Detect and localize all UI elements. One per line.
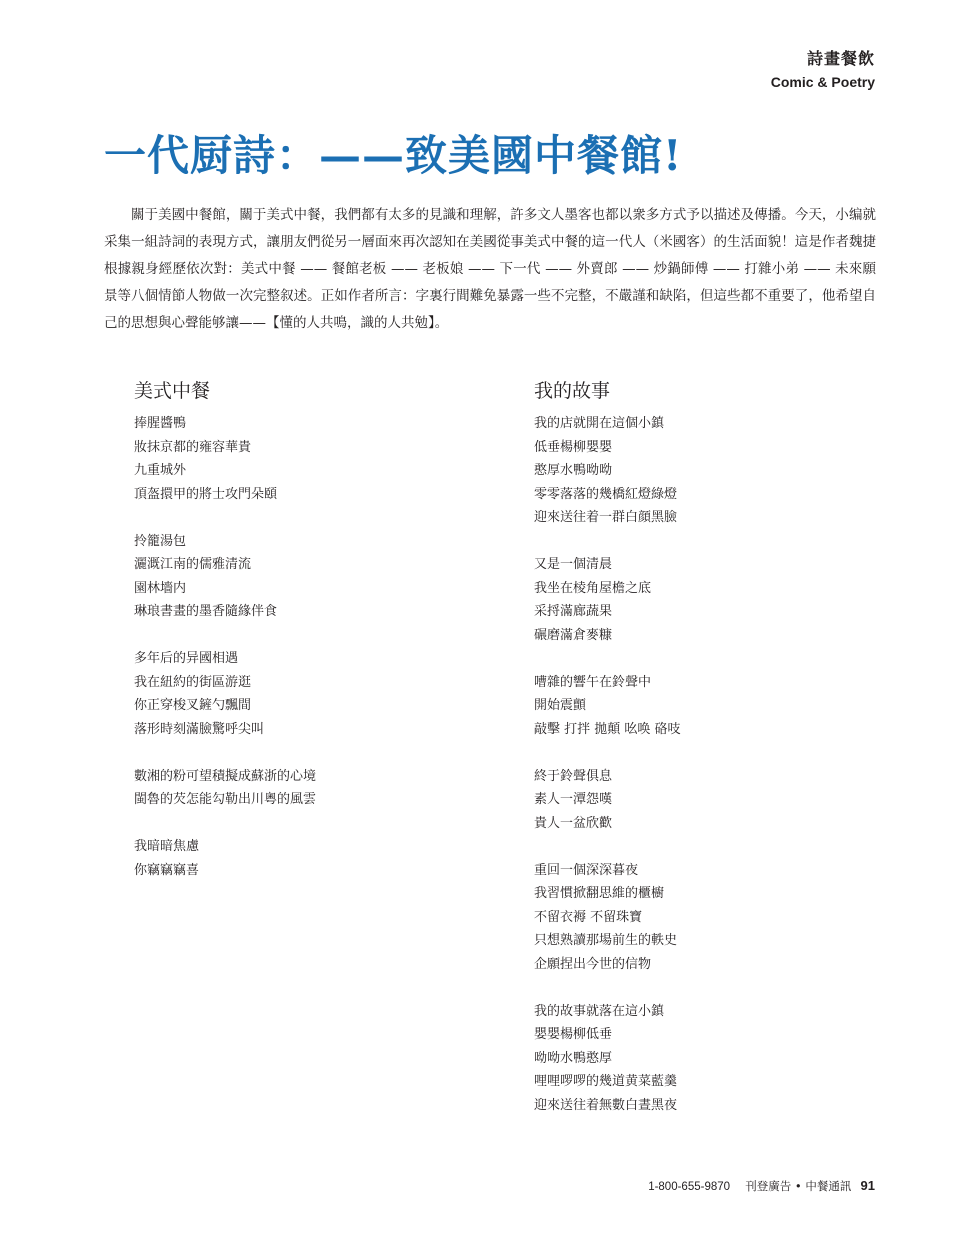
poem-line: 我的故事就落在這小鎮 — [534, 1003, 665, 1019]
poem-line: 又是一個清晨 — [534, 557, 613, 572]
poem-line: 素人一潭怨嘆 — [534, 792, 613, 807]
poem-line: 嬰嬰楊柳低垂 — [534, 1027, 613, 1042]
poem-line: 終于鈴聲俱息 — [534, 768, 613, 784]
poem-line: 迎來送往着無數白晝黑夜 — [534, 1097, 678, 1113]
page-footer — [648, 1176, 875, 1197]
page-number: 91 — [860, 1178, 875, 1193]
article-title: 一代厨詩：——致美國中餐館! — [104, 131, 683, 180]
poem-line: 嘈雜的響午在鈴聲中 — [534, 674, 652, 690]
poem-line: 碾磨滿倉麥糠 — [534, 627, 613, 643]
poem-line: 零零落落的幾橋紅燈綠燈 — [534, 486, 678, 502]
poem-line: 迎來送往着一群白顔黑臉 — [534, 510, 678, 525]
section-title-english: Comic & Poetry — [770, 74, 875, 90]
poem-line: 開始震顫 — [534, 698, 587, 713]
poem-line: 園林墻内 — [134, 580, 187, 596]
poem-stanza — [134, 530, 474, 624]
poem-line: 落形時刻滿臉驚呼尖叫 — [134, 721, 265, 737]
poem-line: 我習慣掀翻思維的櫃櫥 — [534, 886, 665, 901]
poem-line: 閩魯的芡怎能勾勒出川粵的風雲 — [134, 792, 317, 807]
footer-phone: 1-800-655-9870 — [648, 1181, 731, 1193]
poem-title: 美式中餐 — [134, 380, 211, 402]
poem-stanza — [134, 412, 474, 506]
poem-stanza — [534, 671, 874, 742]
poem-line: 采捋滿廊蔬果 — [534, 604, 613, 619]
poem-line: 灑溉江南的儒雅清流 — [134, 557, 252, 572]
poem-line: 多年后的异國相遇 — [134, 651, 239, 666]
poem-line: 頂盔擐甲的將士攻門朵頤 — [134, 486, 278, 502]
poem-line: 貴人一盆欣歡 — [534, 815, 613, 831]
poem-stanza — [134, 647, 474, 741]
poem-stanza — [134, 835, 474, 882]
poem-line: 我在紐約的街區游逛 — [134, 674, 252, 690]
poem-line: 我坐在棱角屋檐之底 — [534, 580, 652, 596]
poem-line: 低垂楊柳嬰嬰 — [534, 439, 613, 455]
poem-stanza — [534, 859, 874, 977]
poem-line: 琳琅書畫的墨香隨緣伴食 — [134, 604, 278, 619]
poem-line: 你正穿梭叉鏟勺飄間 — [134, 698, 252, 713]
poem-line: 我暗暗焦慮 — [134, 839, 200, 854]
poem-line: 不留衣褥 不留珠寶 — [534, 909, 643, 925]
poem-title: 我的故事 — [534, 380, 611, 402]
poem-line: 重回一個深深暮夜 — [534, 862, 639, 878]
section-header — [771, 48, 875, 92]
poem-line: 捧腥醬鴨 — [134, 416, 187, 431]
poem-line: 妝抹京都的雍容華貴 — [134, 439, 252, 455]
poem-line: 企願捏出今世的信物 — [534, 956, 652, 972]
poem-stanza — [534, 1000, 874, 1118]
poem-line: 拎籠湯包 — [134, 533, 187, 549]
poem-line: 只想熟讀那場前生的軼史 — [534, 933, 678, 948]
poem-stanza — [534, 765, 874, 836]
article-intro: 關于美國中餐館，關于美式中餐，我們都有太多的見識和理解，許多文人墨客也都以衆多方式予以描述及傳播。今天，小编就采集一組詩詞的表現方式，讓朋友們從另一層面來再次認知在美國從事美式中餐的這一代人（米國客）的生活面貌！這是作者魏捷根據親身經歷依次對：美式中餐 —— 餐館老板 —— 老板娘 —— 下一代 —— 外賣郎 —— 炒鍋師傅 —— 打雜小弟 —— 未來願景等八個情節人物做一次完整叙述。正如作者所言：字裏行間難免暴露一些不完整，不嚴謹和缺陷，但這些都不重要了，他希望自己的思想與心聲能够讓——【懂的人共鳴，識的人共勉】。 — [104, 207, 876, 331]
poem-line: 九重城外 — [134, 463, 187, 478]
poem-line: 你竊竊竊喜 — [134, 862, 200, 878]
poem-line: 呦呦水鴨憨厚 — [534, 1050, 613, 1066]
poem-right — [534, 376, 874, 1141]
poem-line: 敲擊 打拌 拋顛 吆唤 硌吱 — [534, 721, 681, 737]
poem-left — [134, 376, 474, 906]
poem-stanza — [534, 412, 874, 530]
poem-stanza — [534, 553, 874, 647]
poem-line: 數湘的粉可望積擬成蘇浙的心境 — [134, 768, 317, 784]
footer-publication: 刊登廣告 • 中餐通訊 — [745, 1179, 852, 1193]
poem-line: 我的店就開在這個小鎮 — [534, 416, 665, 431]
section-title-chinese: 詩畫餐飲 — [806, 49, 875, 68]
poem-stanza — [134, 765, 474, 812]
poem-line: 哩哩啰啰的幾道黄菜藍羹 — [534, 1074, 678, 1089]
poem-line: 憨厚水鴨呦呦 — [534, 463, 613, 478]
